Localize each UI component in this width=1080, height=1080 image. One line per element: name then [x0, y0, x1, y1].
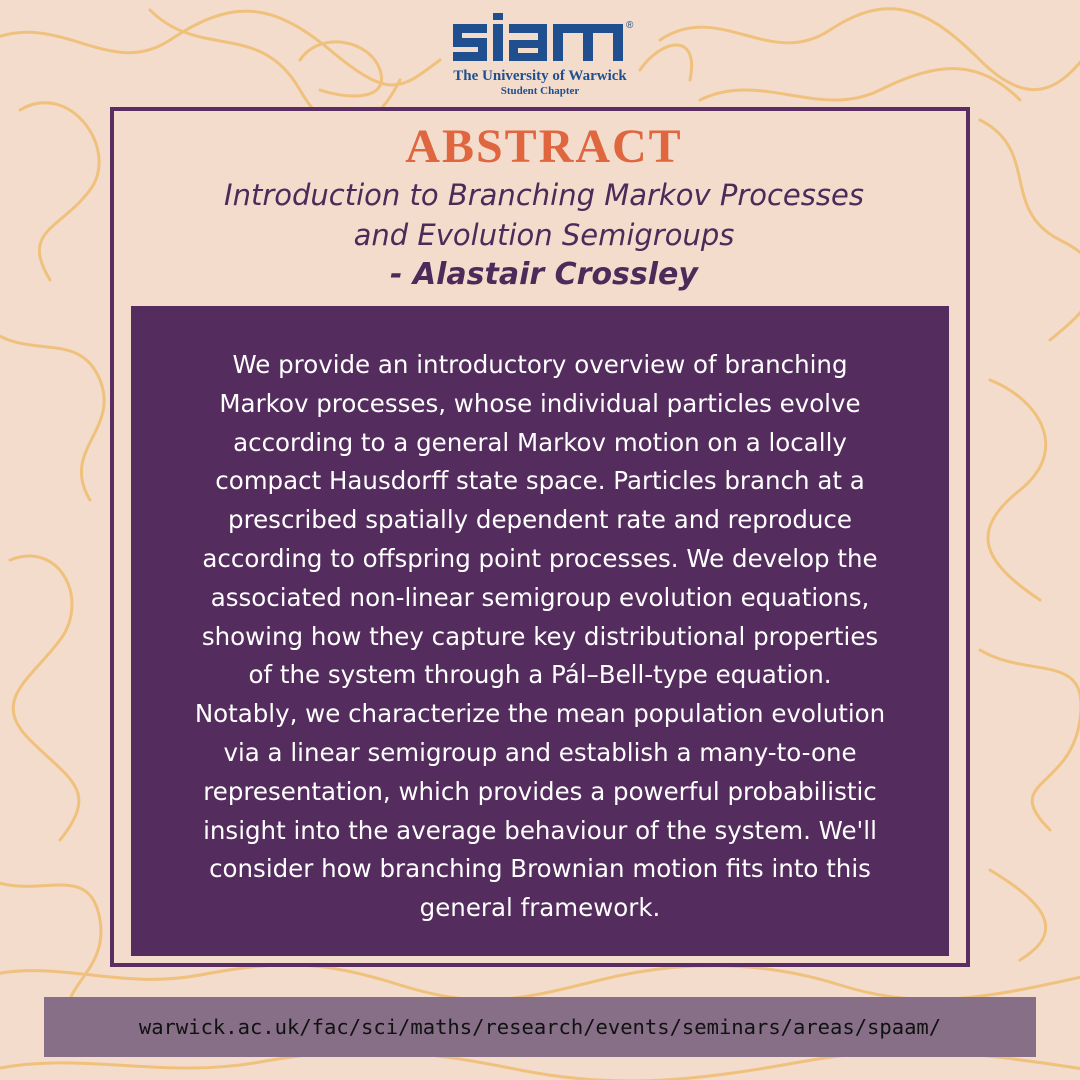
logo-chapter-name: Student Chapter — [500, 85, 580, 97]
talk-title-line-2: and Evolution Semigroups — [353, 218, 735, 252]
abstract-line: according to a general Markov motion on a locally — [233, 427, 847, 457]
abstract-line: compact Hausdorff state space. Particles branch at a — [215, 466, 865, 496]
abstract-line: Notably, we characterize the mean population evolution — [194, 699, 886, 729]
registered-mark: ® — [626, 20, 634, 31]
abstract-line: consider how branching Brownian motion fits into this — [209, 854, 871, 884]
abstract-line: prescribed spatially dependent rate and reproduce — [228, 505, 852, 535]
abstract-line: representation, which provides a powerful probabilistic — [203, 776, 877, 806]
abstract-text — [145, 346, 935, 928]
seminar-url-link[interactable]: warwick.ac.uk/fac/sci/maths/research/events/seminars/areas/spaam/ — [138, 1015, 942, 1039]
speaker-name: - Alastair Crossley — [390, 257, 698, 292]
abstract-frame — [110, 107, 970, 967]
talk-title — [114, 175, 974, 255]
siam-logo — [420, 10, 660, 102]
talk-title-line-1: Introduction to Branching Markov Processes — [224, 178, 864, 212]
abstract-line: Markov processes, whose individual particles evolve — [219, 388, 861, 418]
abstract-heading: ABSTRACT — [405, 120, 683, 173]
abstract-line: associated non-linear semigroup evolution equations, — [210, 582, 870, 612]
url-bar — [44, 997, 1036, 1057]
abstract-line: of the system through a Pál–Bell-type equation. — [248, 660, 832, 690]
abstract-line: showing how they capture key distributional properties — [201, 621, 879, 651]
abstract-body-box — [131, 306, 949, 956]
abstract-line: insight into the average behaviour of the system. We'll — [203, 815, 877, 845]
abstract-line: via a linear semigroup and establish a many-to-one — [223, 737, 857, 767]
siam-wordmark-logo — [445, 10, 635, 66]
abstract-line: general framework. — [419, 893, 661, 923]
logo-university-name: The University of Warwick — [453, 68, 627, 84]
abstract-line: We provide an introductory overview of branching — [232, 350, 848, 379]
abstract-line: according to offspring point processes. We develop the — [202, 543, 878, 573]
